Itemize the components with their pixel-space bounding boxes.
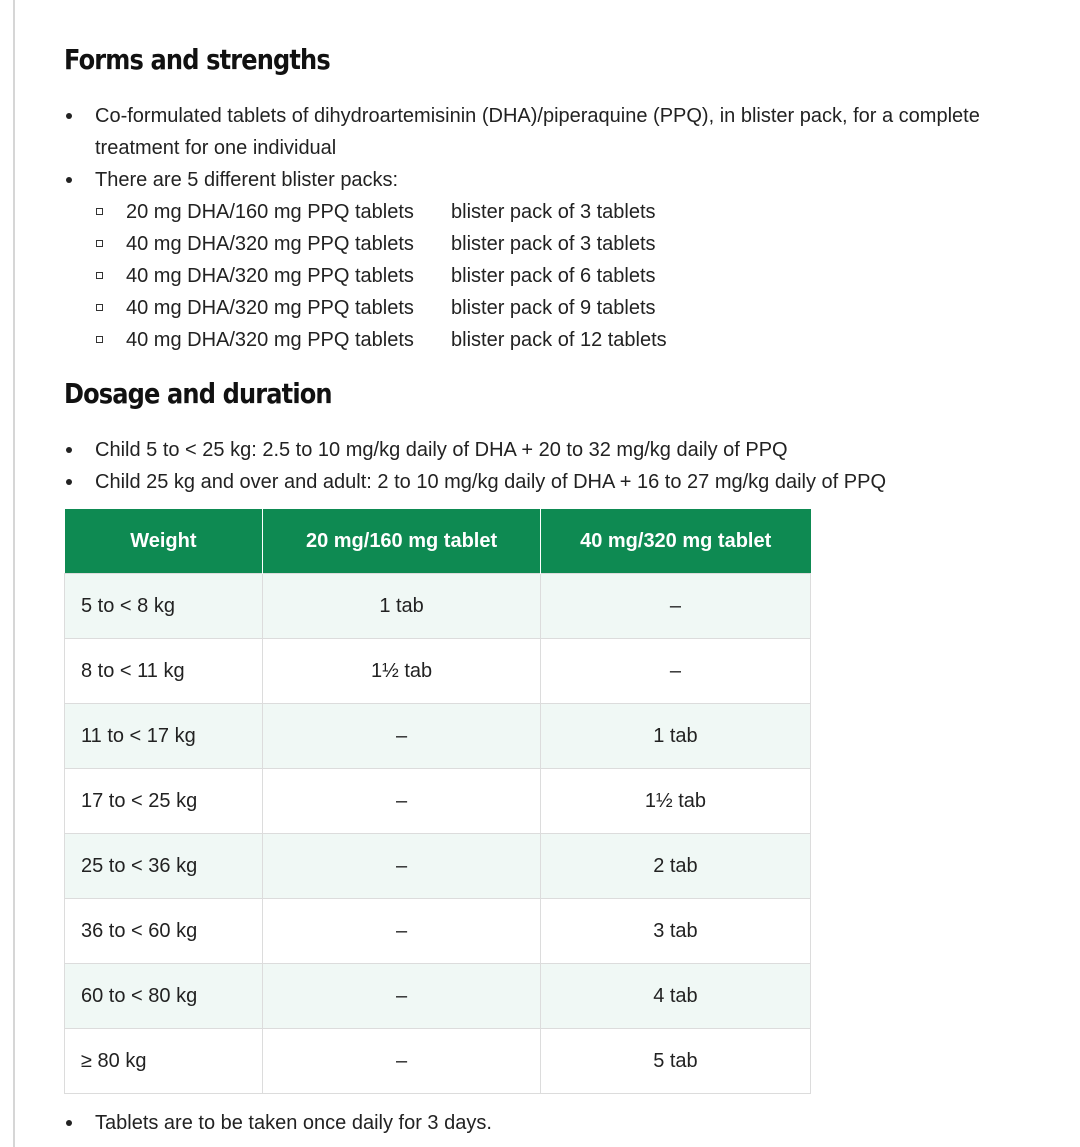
pack-strength: 20 mg DHA/160 mg PPQ tablets: [126, 201, 414, 223]
dose-20mg-cell: –: [263, 834, 541, 899]
header-40mg-tablet: 40 mg/320 mg tablet: [540, 509, 810, 574]
dose-20mg-cell: –: [263, 1029, 541, 1094]
dosage-table: [64, 509, 811, 1094]
pack-strength: 40 mg DHA/320 mg PPQ tablets: [126, 329, 414, 351]
pack-strength: 40 mg DHA/320 mg PPQ tablets: [126, 297, 414, 319]
dose-20mg-cell: –: [263, 704, 541, 769]
dose-40mg-cell: 5 tab: [540, 1029, 810, 1094]
dosage-heading: Dosage and duration: [64, 377, 332, 410]
dose-40mg-cell: 3 tab: [540, 899, 810, 964]
dose-20mg-cell: 1½ tab: [263, 639, 541, 704]
weight-cell: 17 to < 25 kg: [65, 769, 263, 834]
weight-cell: 8 to < 11 kg: [65, 639, 263, 704]
dose-20mg-cell: –: [263, 899, 541, 964]
duration-list: [64, 1107, 1054, 1139]
pack-size: blister pack of 6 tablets: [451, 265, 656, 287]
duration-bullet-text: Tablets are to be taken once daily for 3 days.: [95, 1112, 492, 1134]
pack-size: blister pack of 12 tablets: [451, 329, 667, 351]
blister-pack-list: [95, 196, 1054, 356]
weight-cell: 60 to < 80 kg: [65, 964, 263, 1029]
header-20mg-tablet: 20 mg/160 mg tablet: [263, 509, 541, 574]
table-row: [65, 899, 811, 964]
table-row: [65, 834, 811, 899]
dose-20mg-cell: 1 tab: [263, 574, 541, 639]
blister-pack-item: [95, 260, 1054, 292]
dosage-list: [64, 434, 1054, 498]
dosage-bullet-text: Child 5 to < 25 kg: 2.5 to 10 mg/kg daily of DHA + 20 to 32 mg/kg daily of PPQ: [95, 439, 788, 461]
dose-40mg-cell: 4 tab: [540, 964, 810, 1029]
list-item: [64, 1107, 1054, 1139]
table-row: [65, 964, 811, 1029]
table-row: [65, 639, 811, 704]
pack-strength: 40 mg DHA/320 mg PPQ tablets: [126, 233, 414, 255]
table-row: [65, 574, 811, 639]
dosage-bullet-text: Child 25 kg and over and adult: 2 to 10 mg/kg daily of DHA + 16 to 27 mg/kg daily of PPQ: [95, 471, 887, 493]
dose-40mg-cell: –: [540, 639, 810, 704]
forms-list: [64, 100, 1054, 356]
blister-pack-item: [95, 324, 1054, 356]
list-item: [64, 466, 1054, 498]
forms-bullet-text: There are 5 different blister packs:: [95, 169, 399, 191]
dose-40mg-cell: 1 tab: [540, 704, 810, 769]
table-row: [65, 1029, 811, 1094]
header-weight: Weight: [65, 509, 263, 574]
list-item: [64, 434, 1054, 466]
pack-size: blister pack of 3 tablets: [451, 233, 656, 255]
weight-cell: ≥ 80 kg: [65, 1029, 263, 1094]
forms-heading: Forms and strengths: [64, 43, 330, 76]
table-row: [65, 769, 811, 834]
list-item: [64, 164, 1054, 356]
left-border-rule: [13, 0, 15, 1147]
blister-pack-item: [95, 292, 1054, 324]
table-row: [65, 704, 811, 769]
forms-bullet-text: Co-formulated tablets of dihydroartemisinin (DHA)/piperaquine (PPQ), in blister pack, for a complete treatment for one individual: [95, 105, 980, 159]
dose-20mg-cell: –: [263, 964, 541, 1029]
blister-pack-item: [95, 228, 1054, 260]
dose-40mg-cell: –: [540, 574, 810, 639]
blister-pack-item: [95, 196, 1054, 228]
table-header-row: [65, 509, 811, 574]
pack-strength: 40 mg DHA/320 mg PPQ tablets: [126, 265, 414, 287]
weight-cell: 5 to < 8 kg: [65, 574, 263, 639]
weight-cell: 25 to < 36 kg: [65, 834, 263, 899]
weight-cell: 11 to < 17 kg: [65, 704, 263, 769]
list-item: [64, 100, 1054, 164]
pack-size: blister pack of 3 tablets: [451, 201, 656, 223]
weight-cell: 36 to < 60 kg: [65, 899, 263, 964]
dose-20mg-cell: –: [263, 769, 541, 834]
dose-40mg-cell: 2 tab: [540, 834, 810, 899]
dose-40mg-cell: 1½ tab: [540, 769, 810, 834]
pack-size: blister pack of 9 tablets: [451, 297, 656, 319]
